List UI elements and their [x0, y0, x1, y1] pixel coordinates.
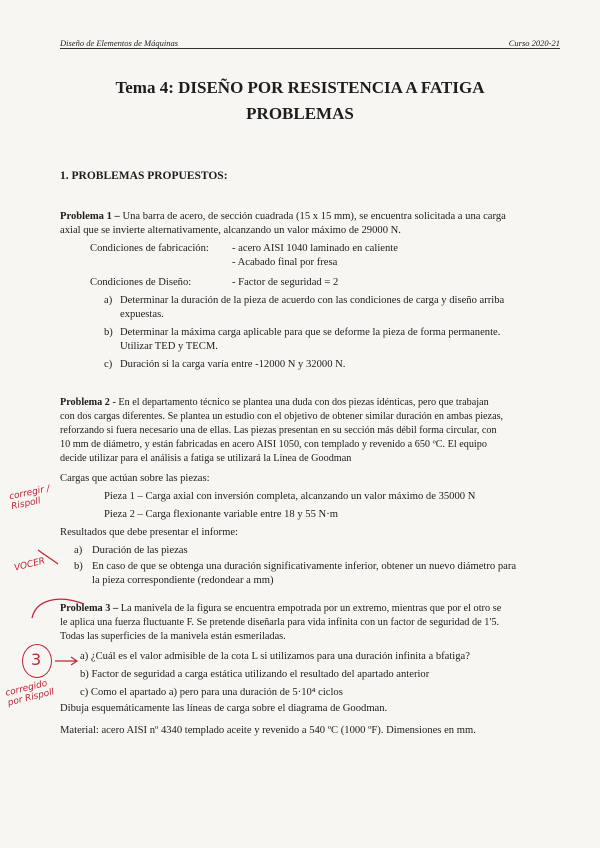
problem-3-line-3: Todas las superficies de la manivela están esmeriladas.: [60, 631, 286, 642]
problem-1-intro-line-1: [60, 210, 506, 224]
problem-3-c: c) Como el apartado a) pero para una duración de 5·10⁴ ciclos: [80, 687, 343, 698]
problem-1-b-line-2: Utilizar TED y TECM.: [120, 341, 218, 352]
design-item-1: - Factor de seguridad = 2: [232, 277, 339, 288]
problem-2-line-2: con dos cargas diferentes. Se plantea un estudio con el objetivo de obtener similar duración en ambas piezas,: [60, 411, 504, 422]
handwritten-note-vocer: VOCER: [13, 556, 47, 574]
design-label: Condiciones de Diseño:: [90, 277, 192, 288]
problem-1-a-line-1: Determinar la duración de la pieza de acuerdo con las condiciones de carga y diseño arriba: [120, 295, 505, 306]
fabrication-item-1: - acero AISI 1040 laminado en caliente: [232, 243, 398, 254]
problem-1-b-line-1: Determinar la máxima carga aplicable para que se deforme la pieza de forma permanente.: [120, 327, 501, 338]
problem-2-line-3: reforzando si fuera necesario una de ellas. Las piezas presentan en su sección más débil forma circular, con: [60, 425, 497, 436]
problem-2-results-heading: Resultados que debe presentar el informe:: [60, 527, 238, 538]
handwritten-arrow-icon: [54, 656, 80, 666]
problem-3-a: a) ¿Cuál es el valor admisible de la cota L si utilizamos para una duración infinita a bfatiga?: [80, 651, 470, 662]
problem-2-piece-2: Pieza 2 – Carga flexionante variable entre 18 y 55 N·m: [104, 509, 338, 520]
problem-1-a-label: a): [104, 295, 113, 306]
problem-2-b-line-2: la pieza correspondiente (redondear a mm): [92, 575, 274, 586]
problem-1-intro-line-2: axial que se invierte alternativamente, alcanzando un valor máximo de 29000 N.: [60, 225, 401, 236]
handwritten-arc-icon: [28, 590, 88, 620]
problem-3-line-1-text: La manivela de la figura se encuentra empotrada por un extremo, mientras que por el otro se: [120, 603, 502, 614]
problem-1-c-line-1: Duración si la carga varía entre -12000 N y 32000 N.: [120, 359, 346, 370]
problem-2-line-1-text: En el departamento técnico se plantea una duda con dos piezas idénticas, pero que trabajan: [118, 397, 489, 408]
problem-2-piece-1: Pieza 1 – Carga axial con inversión completa, alcanzando un valor máximo de 35000 N: [104, 491, 476, 502]
header-rule: [60, 48, 560, 49]
header-year: Curso 2020-21: [508, 38, 560, 48]
problem-1-c-label: c): [104, 359, 113, 370]
handwritten-number: 3: [31, 650, 42, 669]
problem-2-loads-heading: Cargas que actúan sobre las piezas:: [60, 473, 210, 484]
problem-2-b-line-1: En caso de que se obtenga una duración significativamente inferior, obtener un nuevo diámetro para: [92, 561, 517, 572]
problem-3-label: Problema 3 –: [60, 603, 119, 614]
problem-3-material: Material: acero AISI nº 4340 templado aceite y revenido a 540 ºC (1000 ºF). Dimensiones en mm.: [60, 725, 476, 736]
page-title: Tema 4: DISEÑO POR RESISTENCIA A FATIGA: [115, 78, 485, 97]
problem-3-line-2: le aplica una fuerza fluctuante F. Se pretende diseñarla para vida infinita con un factor de seguridad de 1'5.: [60, 617, 500, 628]
header-course-name: Diseño de Elementos de Máquinas: [60, 38, 179, 48]
problem-3-b: b) Factor de seguridad a carga estática utilizando el resultado del apartado anterior: [80, 669, 430, 680]
problem-3-line-1: [60, 602, 501, 616]
problem-3-draw-instruction: Dibuja esquemáticamente las líneas de carga sobre el diagrama de Goodman.: [60, 703, 388, 714]
problem-2-line-1: [60, 396, 489, 410]
problem-1-intro-text: Una barra de acero, de sección cuadrada (15 x 15 mm), se encuentra solicitada a una carga: [122, 211, 506, 222]
section-heading: 1. PROBLEMAS PROPUESTOS:: [60, 170, 228, 182]
problem-2-line-4: 10 mm de diámetro, y están fabricadas en acero AISI 1050, con templado y revenido a 650 ºC. El equipo: [60, 439, 487, 450]
handwritten-scribble-icon: [36, 548, 62, 566]
handwritten-note-correct: corregir / Rispoll: [8, 484, 51, 513]
problem-1-b-label: b): [104, 327, 113, 338]
fabrication-label: Condiciones de fabricación:: [90, 243, 209, 254]
handwritten-note-corrected: corregido por Rispoll: [4, 678, 56, 709]
problem-2-b-label: b): [74, 561, 83, 572]
problem-2-a-label: a): [74, 545, 83, 556]
fabrication-item-2: - Acabado final por fresa: [232, 257, 338, 268]
problem-1-label: Problema 1 –: [60, 211, 120, 222]
problem-2-a-line-1: Duración de las piezas: [92, 545, 188, 556]
problem-1-a-line-2: expuestas.: [120, 309, 164, 320]
page-subtitle: PROBLEMAS: [246, 104, 354, 123]
problem-2-label: Problema 2 -: [60, 397, 116, 408]
problem-2-line-5: decide utilizar para el análisis a fatiga se utilizará la Línea de Goodman: [60, 453, 352, 464]
